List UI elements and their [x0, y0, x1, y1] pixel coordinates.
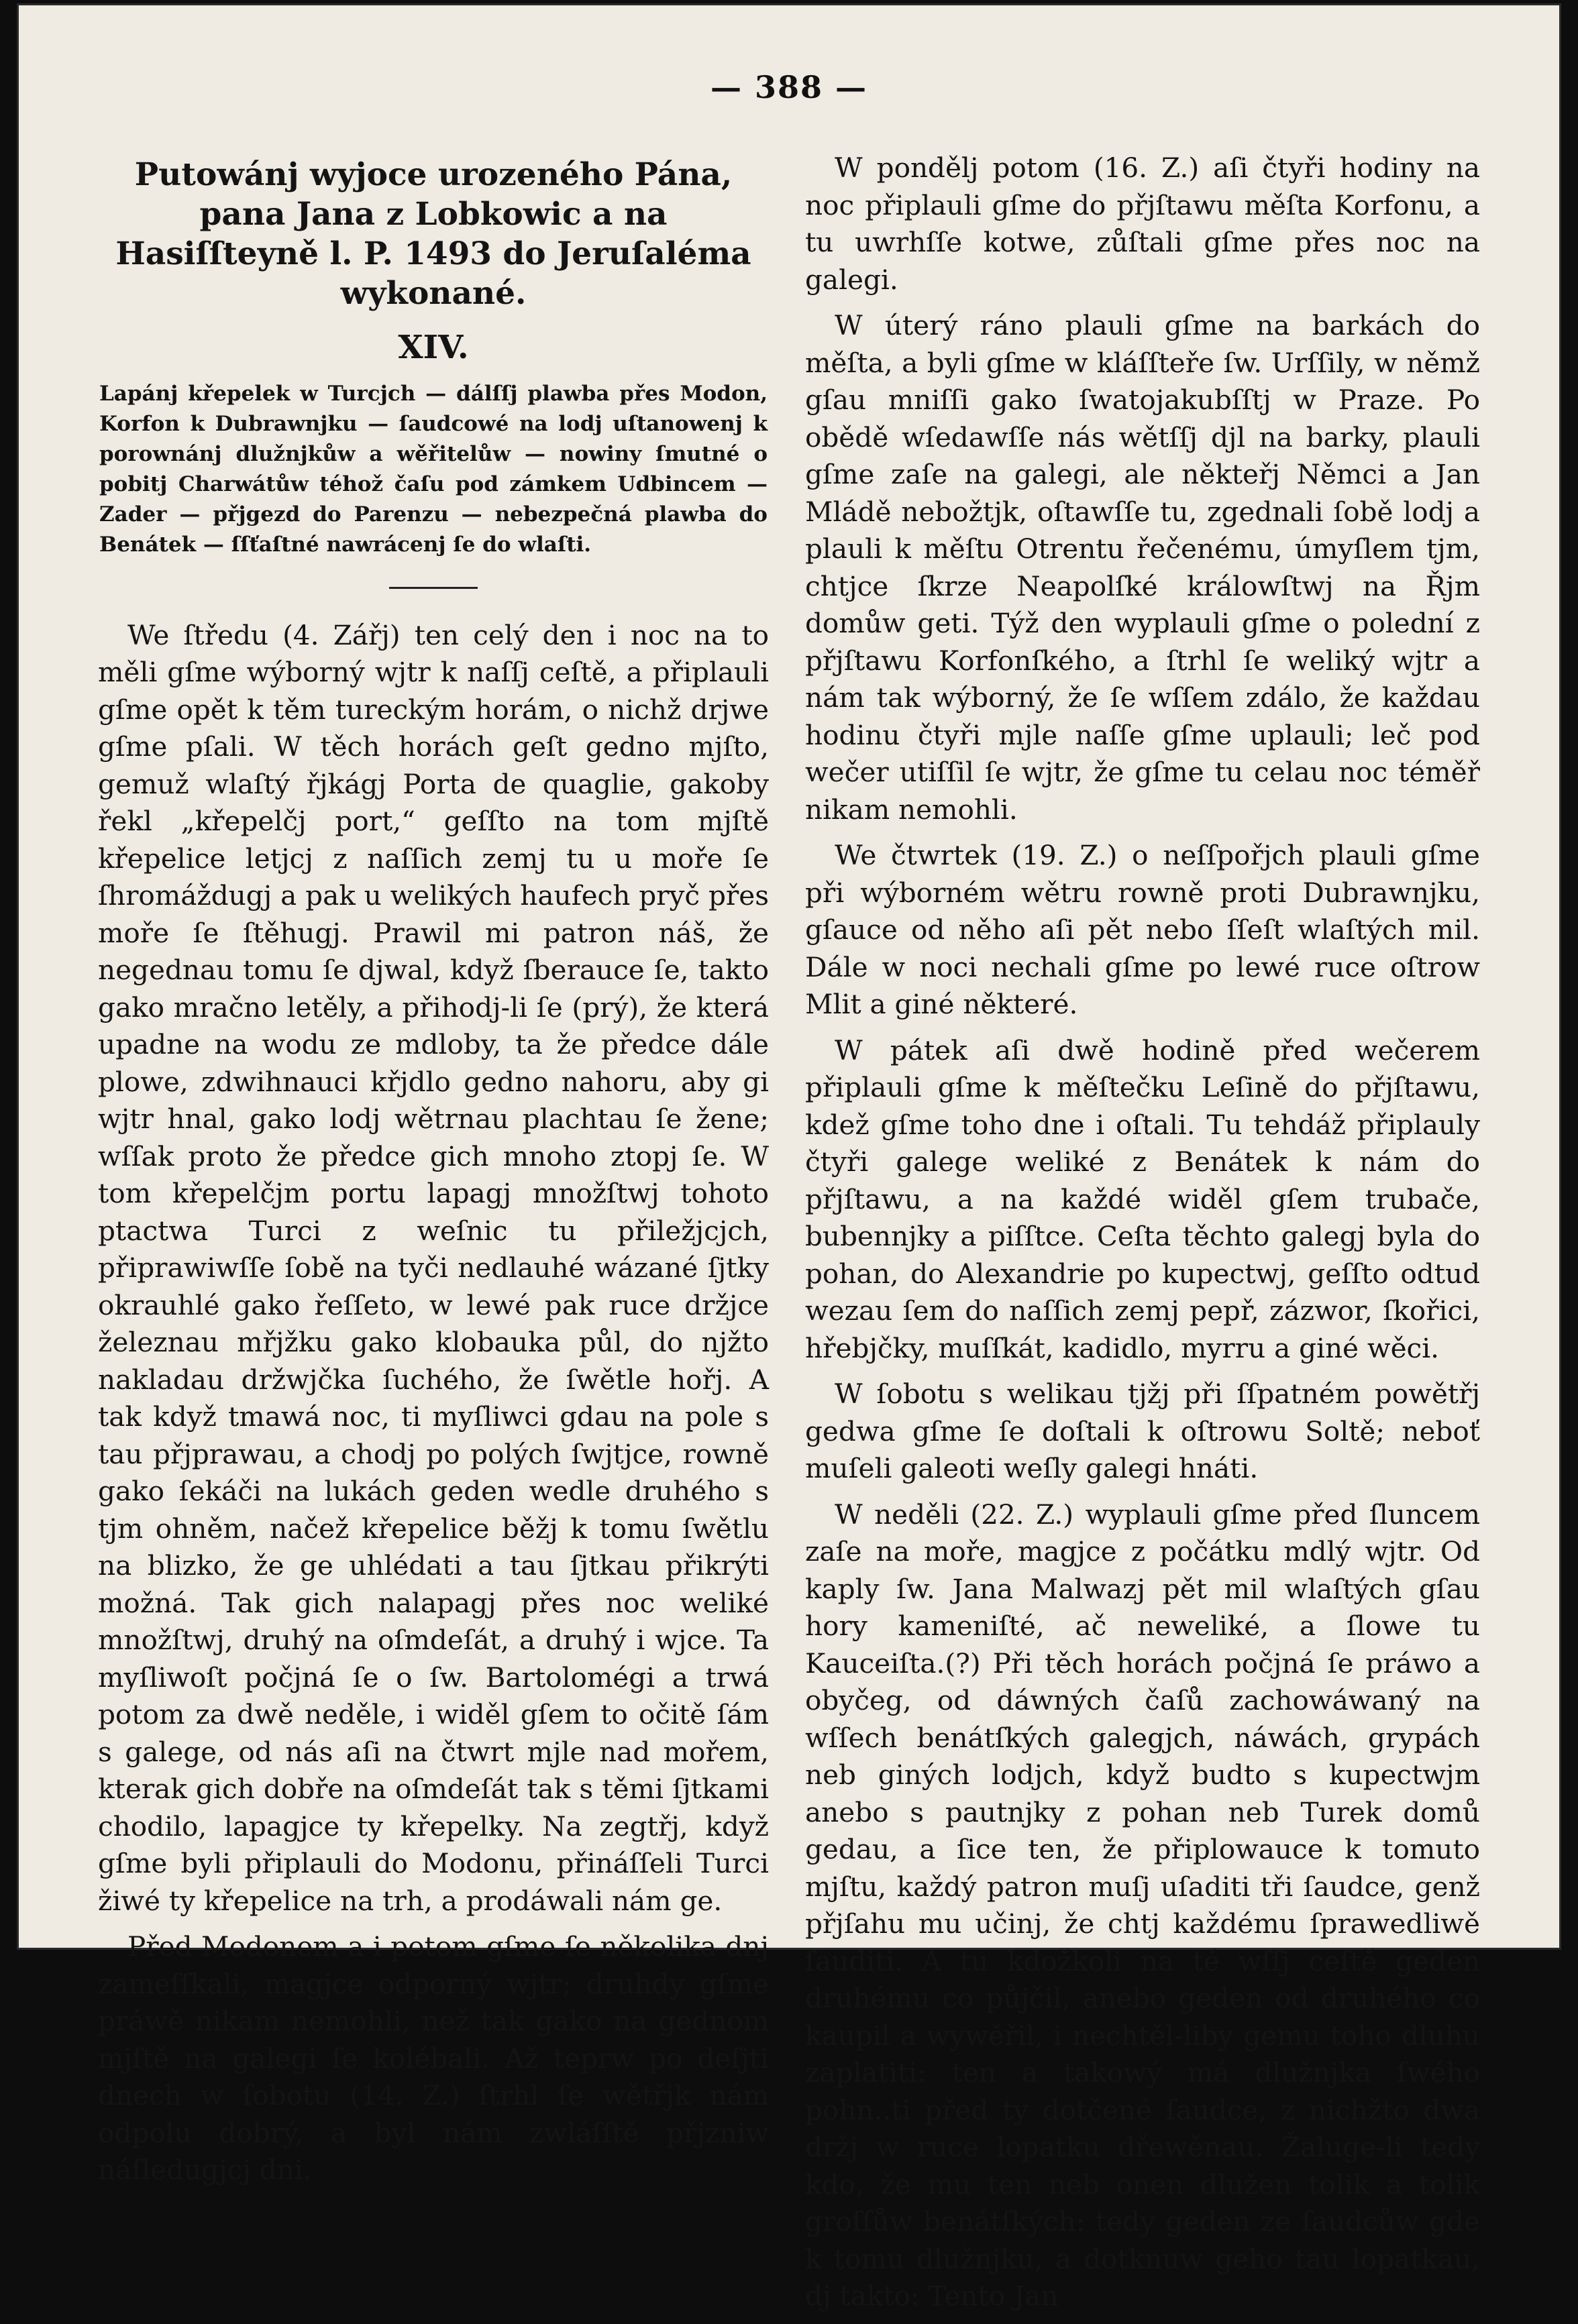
- paragraph: W pondělj potom (16. Z.) aſi čtyři hodiny na noc připlauli gſme do přjſtawu měſta Korfonu, a tu uwrhſſe kotwe, zůſtali gſme přes noc na galegi.: [805, 152, 1480, 296]
- paragraph: We čtwrtek (19. Z.) o neſſpořjch plauli gſme při wýborném wětru rowně proti Dubrawnjku, gſauce od něho aſi pět nebo ſſeſt wlaſtých mil. Dále w noci nechali gſme po lewé ruce oſtrow Mlit a giné některé.: [805, 839, 1480, 1020]
- page-number: — 388 —: [710, 69, 868, 105]
- chapter-title: Putowánj wyjoce urozeného Pána, pana Jana z Lobkowic a na Hasiſſteyně l. P. 1493 do Jeruſaléma wykonané.: [115, 156, 751, 312]
- left-column: [98, 136, 769, 2198]
- chapter-number: XIV.: [398, 329, 469, 366]
- paragraph: W úterý ráno plauli gſme na barkách do měſta, a byli gſme w kláſſteře ſw. Urſſily, w němž gſau mniſſi gako ſwatojakubſſtj w Praze. Po obědě wſedawſſe nás wětſſj djl na barky, plauli gſme zaſe na galegi, ale někteřj Němci a Jan Mládě nebožtjk, oſtawſſe tu, zgednali ſobě lodj a plauli k měſtu Otrentu řečenému, úmyſlem tjm, chtjce ſkrze Neapolſké králowſtwj na Řjm domůw geti. Týž den wyplauli gſme o polední z přjſtawu Korfonſkého, a ſtrhl ſe weliký wjtr a nám tak wýborný, že ſe wſſem zdálo, že každau hodinu čtyři mjle naſſe gſme uplauli; leč pod wečer utiſſil ſe wjtr, že gſme tu celau noc téměř nikam nemohli.: [805, 309, 1480, 826]
- paragraph: W neděli (22. Z.) wyplauli gſme před ſluncem zaſe na moře, magjce z počátku mdlý wjtr. Od kaply ſw. Jana Malwazj pět mil wlaſtých gſau hory kameniſté, ač neweliké, a ſlowe tu Kauceiſta.(?) Při těch horách počjná ſe práwo a obyčeg, od dáwných čaſů zachowáwaný na wſſech benátſkých galegjch, náwách, grypách neb giných lodjch, když budto s kupectwjm anebo s pautnjky z pohan neb Turek domů gedau, a ſice ten, že připlowauce k tomuto mjſtu, každý patron muſj uſaditi tři ſaudce, genž přjſahu mu učinj, že chtj každému ſprawedliwě ſauditi. A tu kdožkoli na té wſſj ceſtě geden druhému co půjčil, anebo geden od druhého co kaupil a wywěřil, i nechtěl-liby gemu toho dluhu zaplatiti: ten a takowý má dlužnjka ſwého pohn..ti před ty dotčené ſaudce, z nichžto dwa držj w ruce lopatku dřewěnau. Žaluge-li tedy kdo, že mu ten neb onen dlužen tolik a tolik groſſůw benátſkých: tedy geden ze ſaudcůw gde k tomu dlužnjku, a dotknuw geho tau lopatkau, dj takto: Tento Jan: [805, 1498, 1480, 2312]
- paragraph: W ſobotu s welikau tjžj při ſſpatném powětřj gedwa gſme ſe doſtali k oſtrowu Soltě; neboť muſeli galeoti weſly galegi hnáti.: [805, 1378, 1480, 1484]
- paragraph: We ſtředu (4. Zářj) ten celý den i noc na to měli gſme wýborný wjtr k naſſj ceſtě, a připlauli gſme opět k těm tureckým horám, o nichž drjwe gſme pſali. W těch horách geſt gedno mjſto, gemuž wlaſtý řjkágj Porta de quaglie, gakoby řekl „křepelčj port,“ geſſto na tom mjſtě křepelice letjcj z naſſich zemj tu u moře ſe ſhromáždugj a pak u welikých haufech pryč přes moře ſe ſtěhugj. Prawil mi patron náš, že negednau tomu ſe djwal, když ſberauce ſe, takto gako mračno letěly, a přihodj-li ſe (prý), že která upadne na wodu ze mdloby, ta že předce dále plowe, zdwihnauci křjdlo gedno nahoru, aby gi wjtr hnal, gako lodj wětrnau plachtau ſe žene; wſſak proto že předce gich mnoho ztopj ſe. W tom křepelčjm portu lapagj množſtwj tohoto ptactwa Turci z weſnic tu přiležjcjch, připrawiwſſe ſobě na tyči nedlauhé wázané ſjtky okrauhlé gako řeſſeto, w lewé pak ruce držjce železnau mřjžku gako klobauka půl, do njžto nakladau držwjčka ſuchého, že ſwětle hořj. A tak když tmawá noc, ti myſliwci gdau na pole s tau přjprawau, a chodj po polých ſwjtjce, rowně gako ſekáči na lukách geden wedle druhého s tjm ohněm, načež křepelice běžj k tomu ſwětlu na blizko, že ge uhlédati a tau ſjtkau přikrýti možná. Tak gich nalapagj přes noc weliké množſtwj, druhý na oſmdeſát, a druhý i wjce. Ta myſliwoſt počjná ſe o ſw. Bartolomégi a trwá potom za dwě neděle, i widěl gſem to očitě ſám s galege, od nás aſi na čtwrt mjle nad mořem, kterak gich dobře na oſmdeſát tak s těmi ſjtkami chodilo, lapagjce ty křepelky. Na zegtřj, když gſme byli připlauli do Modonu, přináſſeli Turci žiwé ty křepelice na trh, a prodáwali nám ge.: [98, 618, 769, 1917]
- section-divider: [389, 587, 478, 589]
- chapter-summary: Lapánj křepelek w Turcjch — dálſſj plawba přes Modon, Korfon k Dubrawnjku — ſaudcowé na lodj uſtanowenj k porownánj dlužnjkůw a wěřitelůw — nowiny ſmutné o pobitj Charwátůw téhož čaſu pod zámkem Udbincem — Zader — přjgezd do Parenzu — nebezpečná plawba do Benátek — ſſťaſtné nawrácenj ſe do wlaſti.: [99, 381, 768, 557]
- paragraph: Před Modonem a i potom gſme ſe několika dnj zameſſkali, magjce odporný wjtr; druhdy gſme práwě nikam nemohli, než tak gako na gednom mjſtě na galegi ſe kolébali. Až teprw po deſjti dnech w ſobotu (14. Z.) ſtrhl ſe wětřjk nám odpolu dobrý, a byl nám zwláſſtě přjzniw náſledugjcj dni.: [98, 1930, 769, 2186]
- book-page: [19, 5, 1559, 2312]
- paragraph: W pátek aſi dwě hodině před wečerem připlauli gſme k měſtečku Leſině do přjſtawu, kdež gſme toho dne i oſtali. Tu tehdáž připlauly čtyři galege weliké z Benátek k nám do přjſtawu, a na každé widěl gſem trubače, bubennjky a piſſtce. Ceſta těchto galegj byla do pohan, do Alexandrie po kupectwj, geſſto odtud wezau ſem do naſſich zemj pepř, zázwor, ſkořici, hřebjčky, muſſkát, kadidlo, myrru a giné wěci.: [805, 1034, 1480, 1364]
- right-column: [805, 136, 1480, 2324]
